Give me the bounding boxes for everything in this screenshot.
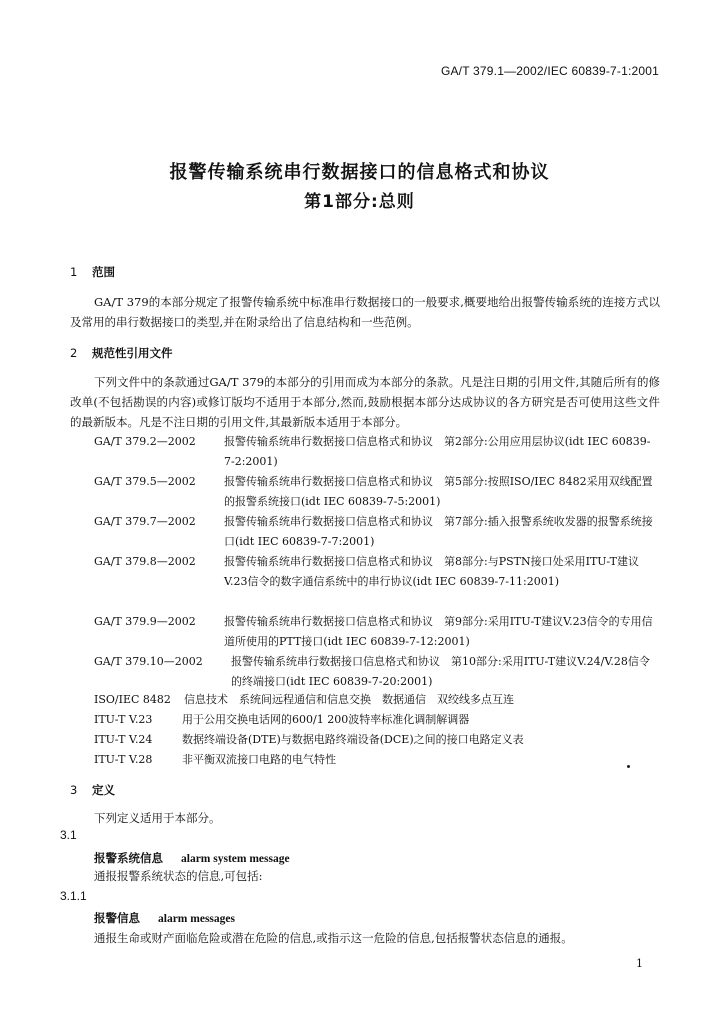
reference-desc: 报警传输系统串行数据接口信息格式和协议 第2部分:公用应用层协议(idt IEC 60839-7-2:2001) <box>224 435 651 468</box>
reference-code: GA/T 379.5—2002 <box>94 475 196 488</box>
standard-code: GA/T 379.1—2002/IEC 60839-7-1:2001 <box>440 64 659 78</box>
reference-desc: 报警传输系统串行数据接口信息格式和协议 第9部分:采用ITU-T建议V.23信令的专用信道所使用的PTT接口(idt IEC 60839-7-12:2001) <box>224 615 653 648</box>
document-title: 报警传输系统串行数据接口的信息格式和协议 <box>169 162 550 183</box>
section-1-text: GA/T 379的本部分规定了报警传输系统中标准串行数据接口的一般要求,概要地给出报警传输系统的连接方式以及常用的串行数据接口的类型,并在附录给出了信息结构和一些范例。 <box>70 295 660 329</box>
reference-item <box>94 690 660 710</box>
section-number: 2 <box>70 346 78 360</box>
reference-desc: 报警传输系统串行数据接口信息格式和协议 第10部分:采用ITU-T建议V.24/V.28信令的终端接口(idt IEC 60839-7-20:2001) <box>231 655 650 688</box>
reference-item <box>94 612 660 652</box>
reference-item <box>94 730 660 750</box>
reference-desc: 信息技术 系统间远程通信和信息交换 数据通信 双绞线多点互连 <box>184 693 514 706</box>
reference-item <box>94 512 660 552</box>
term-definition: 通报报警系统状态的信息,可包括: <box>94 869 263 883</box>
reference-item <box>94 432 660 472</box>
reference-code: ITU-T V.23 <box>94 713 153 726</box>
section-number: 1 <box>70 265 78 279</box>
subsection-number: 3.1.1 <box>60 889 87 903</box>
subsection-number: 3.1 <box>60 828 77 842</box>
reference-code: ITU-T V.28 <box>94 753 153 766</box>
term-chinese: 报警信息 <box>94 911 140 925</box>
reference-item <box>94 552 660 592</box>
reference-code: ITU-T V.24 <box>94 733 153 746</box>
reference-item <box>94 652 660 692</box>
reference-desc: 非平衡双流接口电路的电气特性 <box>182 753 336 766</box>
reference-code: GA/T 379.9—2002 <box>94 615 196 628</box>
term-english: alarm system message <box>181 853 290 865</box>
reference-desc: 报警传输系统串行数据接口信息格式和协议 第7部分:插入报警系统收发器的报警系统接口(idt IEC 60839-7-7:2001) <box>224 515 653 548</box>
reference-code: GA/T 379.2—2002 <box>94 435 196 448</box>
section-2-heading <box>70 345 173 361</box>
reference-item <box>94 472 660 512</box>
reference-code: GA/T 379.10—2002 <box>94 655 203 668</box>
term-english: alarm messages <box>158 913 235 925</box>
term-definition: 通报生命或财产面临危险或潜在危险的信息,或指示这一危险的信息,包括报警状态信息的通报。 <box>94 931 573 945</box>
section-3-heading <box>70 782 115 798</box>
reference-item <box>94 710 660 730</box>
section-title: 定义 <box>92 783 115 797</box>
term-entry <box>94 850 290 866</box>
section-2-intro: 下列文件中的条款通过GA/T 379的本部分的引用而成为本部分的条款。凡是注日期的引用文件,其随后所有的修改单(不包括勘误的内容)或修订版均不适用于本部分,然而,鼓励根据本部分达成协议的各方研究是否可使用这些文件的最新版本。凡是不注日期的引用文件,其最新版本适用于本部分。 <box>70 375 660 429</box>
reference-desc: 报警传输系统串行数据接口信息格式和协议 第5部分:按照ISO/IEC 8482采用双线配置的报警系统接口(idt IEC 60839-7-5:2001) <box>224 475 653 508</box>
section-3-intro: 下列定义适用于本部分。 <box>94 811 221 825</box>
section-title: 范围 <box>92 265 115 279</box>
scan-speck <box>627 765 630 768</box>
reference-item <box>94 750 660 770</box>
section-number: 3 <box>70 783 78 797</box>
page-number: 1 <box>636 957 643 970</box>
term-chinese: 报警系统信息 <box>94 851 163 865</box>
section-1-heading <box>70 264 115 280</box>
section-title: 规范性引用文件 <box>92 346 173 360</box>
term-entry <box>94 910 235 926</box>
reference-desc: 数据终端设备(DTE)与数据电路终端设备(DCE)之间的接口电路定义表 <box>182 733 524 746</box>
reference-code: GA/T 379.7—2002 <box>94 515 196 528</box>
reference-desc: 用于公用交换电话网的600/1 200波特率标准化调制解调器 <box>182 713 470 726</box>
reference-code: GA/T 379.8—2002 <box>94 555 196 568</box>
document-part-title: 第1部分:总则 <box>304 192 415 212</box>
reference-code: ISO/IEC 8482 <box>94 693 171 706</box>
reference-desc: 报警传输系统串行数据接口信息格式和协议 第8部分:与PSTN接口处采用ITU-T建议V.23信令的数字通信系统中的串行协议(idt IEC 60839-7-11:2001) <box>224 555 640 588</box>
